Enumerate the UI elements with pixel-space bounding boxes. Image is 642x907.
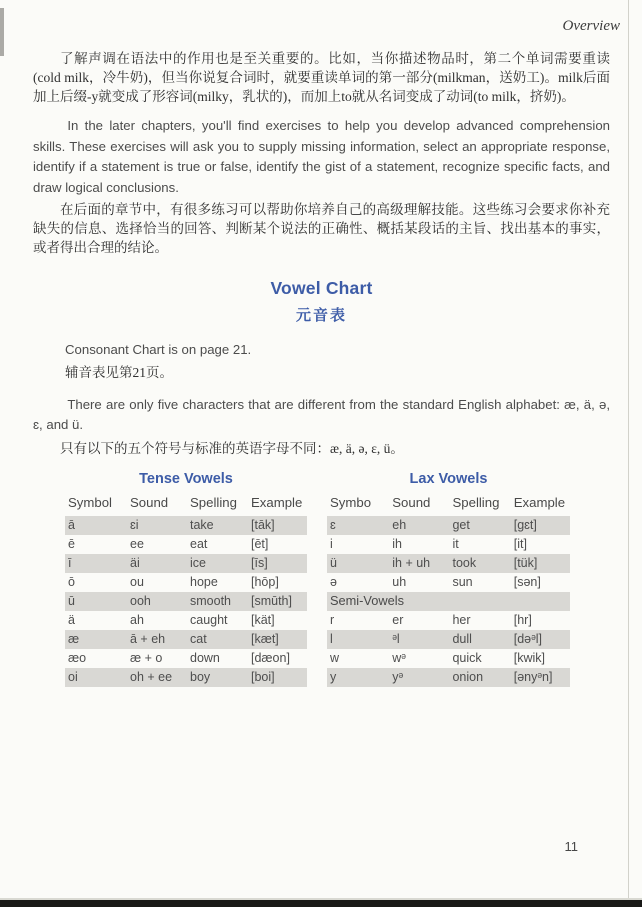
table-cell: down <box>190 650 220 665</box>
paragraph-tone-grammar-zh: 了解声调在语法中的作用也是至关重要的。比如，当你描述物品时，第二个单词需要重读(cold milk，冷牛奶)，但当你说复合词时，就要重读单词的第一部分(milkman，送奶工)。milk后面加上后缀-y就变成了形容词(milky，乳状的)，而加上to就从名词变成了动词(to milk，挤奶)。 <box>33 51 610 104</box>
table-cell: smooth <box>190 593 231 608</box>
table-cell: quick <box>452 650 482 665</box>
table-cell: get <box>452 517 470 532</box>
section-title-zh: 元音表 <box>295 307 347 324</box>
table-cell: dull <box>452 631 472 646</box>
page-edge-line <box>628 0 629 898</box>
table-cell: w <box>330 650 340 665</box>
table-cell: uh <box>392 574 407 589</box>
table-cell: sun <box>452 574 473 589</box>
table-cell: æ <box>68 631 80 646</box>
vowel-tables <box>65 471 610 687</box>
table-cell: ih + uh <box>392 555 431 570</box>
table-row <box>65 592 307 611</box>
table-row <box>327 554 570 573</box>
table-cell: onion <box>452 669 484 684</box>
table-cell: [kæt] <box>251 631 279 646</box>
table-row <box>327 573 570 592</box>
column-header: Example <box>251 494 303 510</box>
table-header-row <box>327 493 570 516</box>
table-section-row <box>327 592 570 611</box>
table-cell: [ēt] <box>251 536 269 551</box>
page-edge-shadow <box>0 8 4 56</box>
column-header: Symbol <box>68 494 112 510</box>
table-row <box>327 630 570 649</box>
column-header: Symbo <box>330 494 372 510</box>
note-consonant-chart-en: Consonant Chart is on page 21. <box>65 342 252 357</box>
table-cell: [dəᵊl] <box>513 631 543 646</box>
running-header: Overview <box>562 18 620 34</box>
paragraph-later-chapters-en: In the later chapters, you'll find exercises to help you develop advanced comprehension skills. These exercises will ask you to supply missing information, select an appropriate response, identify if a statement is true or false, identify the gist of a statement, recognize specific facts, and draw logical conclusions. <box>33 118 610 195</box>
table-row <box>65 554 307 573</box>
tense-vowels-block <box>65 471 307 687</box>
table-row <box>65 535 307 554</box>
table-cell: ü <box>330 555 337 570</box>
column-header: Spelling <box>190 494 237 510</box>
page-number: 11 <box>564 839 578 854</box>
table-cell: [kät] <box>251 612 275 627</box>
table-row <box>65 630 307 649</box>
table-row <box>65 516 307 535</box>
table-cell: [smūth] <box>251 593 292 608</box>
note-consonant-chart-zh: 辅音表见第21页。 <box>65 364 173 380</box>
table-cell: i <box>330 536 333 551</box>
table-cell: ih <box>392 536 402 551</box>
table-row <box>327 668 570 687</box>
table-row <box>65 611 307 630</box>
table-cell: ā <box>68 517 75 532</box>
table-cell: ī <box>68 555 72 570</box>
table-cell: ee <box>130 536 144 551</box>
table-cell: ah <box>130 612 144 627</box>
table-cell: took <box>452 555 477 570</box>
table-cell: [boi] <box>251 669 275 684</box>
table-cell: eat <box>190 536 208 551</box>
table-cell: wᵊ <box>392 650 406 665</box>
table-cell: ū <box>68 593 75 608</box>
scan-bottom-bar <box>0 900 642 907</box>
table-header-row <box>65 493 307 516</box>
table-cell: her <box>452 612 471 627</box>
table-cell: [tāk] <box>251 517 275 532</box>
table-cell: ooh <box>130 593 151 608</box>
table-cell: ō <box>68 574 75 589</box>
column-header: Sound <box>392 494 431 510</box>
table-cell: [īs] <box>251 555 268 570</box>
table-cell: [it] <box>513 536 527 551</box>
lax-vowels-title: Lax Vowels <box>409 470 488 487</box>
table-cell: ou <box>130 574 144 589</box>
table-cell: oi <box>68 669 78 684</box>
table-cell: l <box>330 631 333 646</box>
table-cell: ē <box>68 536 75 551</box>
table-row <box>327 516 570 535</box>
table-row <box>65 649 307 668</box>
section-title-en: Vowel Chart <box>270 278 373 298</box>
table-cell: take <box>190 517 214 532</box>
table-row <box>327 611 570 630</box>
table-row <box>327 649 570 668</box>
column-header: Sound <box>130 494 169 510</box>
table-cell: [gɛt] <box>513 517 537 532</box>
table-cell: äi <box>130 555 140 570</box>
table-cell: [hr] <box>513 612 532 627</box>
tense-vowels-title: Tense Vowels <box>139 470 233 487</box>
tense-vowels-table <box>65 493 307 687</box>
table-cell: yᵊ <box>392 669 404 684</box>
table-cell: [hōp] <box>251 574 279 589</box>
table-cell: ä <box>68 612 75 627</box>
table-cell: ᵊl <box>392 631 400 646</box>
table-cell: it <box>452 536 459 551</box>
table-cell: er <box>392 612 404 627</box>
paragraph-later-chapters-zh: 在后面的章节中，有很多练习可以帮助你培养自己的高级理解技能。这些练习会要求你补充缺失的信息、选择恰当的回答、判断某个说法的正确性、概括某段话的主旨、找出基本的事实，或者得出合理的结论。 <box>33 202 610 255</box>
table-cell: oh + ee <box>130 669 173 684</box>
table-cell: [kwik] <box>513 650 545 665</box>
table-row <box>65 573 307 592</box>
table-cell: ɛi <box>130 517 139 532</box>
table-cell: æ + o <box>130 650 163 665</box>
column-header: Spelling <box>452 494 500 510</box>
table-cell: ā + eh <box>130 631 166 646</box>
page-content <box>33 0 610 687</box>
table-cell: ice <box>190 555 206 570</box>
lax-vowels-table <box>327 493 570 687</box>
intro-five-characters-zh: 只有以下的五个符号与标准的英语字母不同：æ, ä, ə, ɛ, ü。 <box>60 440 404 456</box>
table-cell: ə <box>330 574 337 589</box>
table-cell: eh <box>392 517 407 532</box>
table-cell: [ənyᵊn] <box>513 669 553 684</box>
table-row <box>65 668 307 687</box>
table-cell: caught <box>190 612 228 627</box>
table-cell: ɛ <box>330 517 336 532</box>
table-cell: cat <box>190 631 207 646</box>
table-cell: [tük] <box>513 555 538 570</box>
section-label: Semi-Vowels <box>330 592 404 608</box>
column-header: Example <box>513 494 566 510</box>
intro-five-characters-en: There are only five characters that are different from the standard English alphabet: æ, ä, ə, ɛ, and ü. <box>33 396 610 432</box>
table-cell: æo <box>68 650 87 665</box>
table-cell: [dæon] <box>251 650 290 665</box>
table-cell: hope <box>190 574 218 589</box>
table-cell: r <box>330 612 335 627</box>
table-cell: [sən] <box>513 574 541 589</box>
table-cell: y <box>330 669 337 684</box>
lax-vowels-block <box>327 471 570 687</box>
table-cell: boy <box>190 669 211 684</box>
table-row <box>327 535 570 554</box>
